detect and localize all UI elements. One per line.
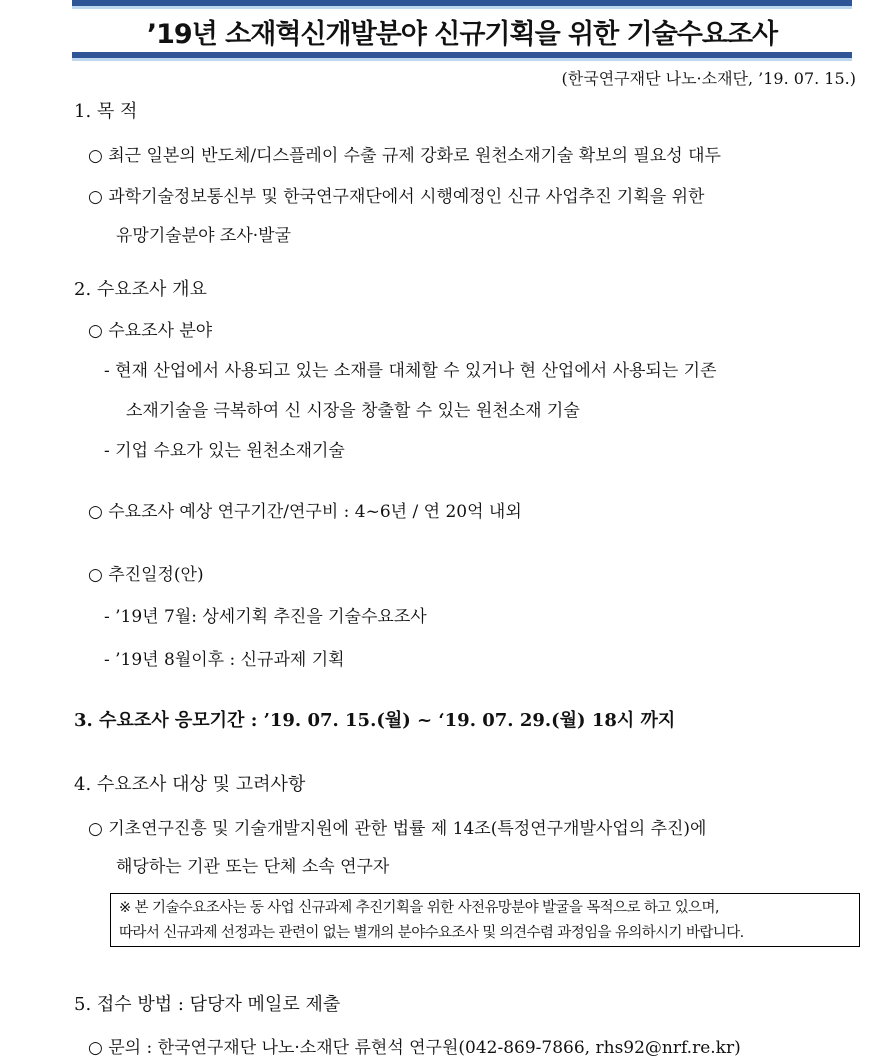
section-2-item-5: ○ 추진일정(안) [88,565,204,585]
section-3-heading: 3. 수요조사 응모기간 : ’19. 07. 15.(월) ~ ‘19. 07. 29.(월) 18시 까지 [74,710,676,731]
notice-line-1: ※ 본 기술수요조사는 동 사업 신규과제 추진기획을 위한 사전유망분야 발굴을 목적으로 하고 있으며, [119,900,719,916]
notice-box [110,893,860,947]
title-top-border-light [72,6,852,9]
section-2-item-7: - ’19년 8월이후 : 신규과제 기획 [104,650,345,670]
section-2-heading: 2. 수요조사 개요 [74,279,207,300]
section-2-item-3: - 기업 수요가 있는 원천소재기술 [104,441,345,461]
section-4-heading: 4. 수요조사 대상 및 고려사항 [74,774,306,795]
section-4-item-1: ○ 기초연구진흥 및 기술개발지원에 관한 법률 제 14조(특정연구개발사업의 추진)에 [88,819,707,839]
section-2-item-2-cont: 소재기술을 극복하여 신 시장을 창출할 수 있는 원천소재 기술 [126,401,580,421]
section-2-item-1: ○ 수요조사 분야 [88,321,213,341]
section-1-item-2-cont: 유망기술분야 조사·발굴 [116,226,292,246]
source-line: (한국연구재단 나노·소재단, ’19. 07. 15.) [561,69,856,88]
section-1-item-2: ○ 과학기술정보통신부 및 한국연구재단에서 시행예정인 신규 사업추진 기획을 위한 [88,187,705,207]
section-5-heading: 5. 접수 방법 : 담당자 메일로 제출 [74,994,341,1015]
section-2-item-4: ○ 수요조사 예상 연구기간/연구비 : 4~6년 / 연 20억 내외 [88,502,522,522]
section-4-item-1-cont: 해당하는 기관 또는 단체 소속 연구자 [116,857,390,877]
section-5-item-1: ○ 문의 : 한국연구재단 나노·소재단 류현석 연구원(042-869-7866, rhs92@nrf.re.kr) [88,1038,741,1058]
page-title: ’19년 소재혁신개발분야 신규기획을 위한 기술수요조사 [146,19,778,50]
section-1-heading: 1. 목 적 [74,101,138,122]
section-2-item-2: - 현재 산업에서 사용되고 있는 소재를 대체할 수 있거나 현 산업에서 사용되는 기존 [104,361,717,381]
title-bottom-border-light [72,58,852,61]
section-1-item-1: ○ 최근 일본의 반도체/디스플레이 수출 규제 강화로 원천소재기술 확보의 필요성 대두 [88,146,721,166]
notice-line-2: 따라서 신규과제 선정과는 관련이 없는 별개의 분야수요조사 및 의견수렴 과정임을 유의하시기 바랍니다. [119,925,744,941]
section-2-item-6: - ’19년 7월: 상세기획 추진을 기술수요조사 [104,607,427,627]
